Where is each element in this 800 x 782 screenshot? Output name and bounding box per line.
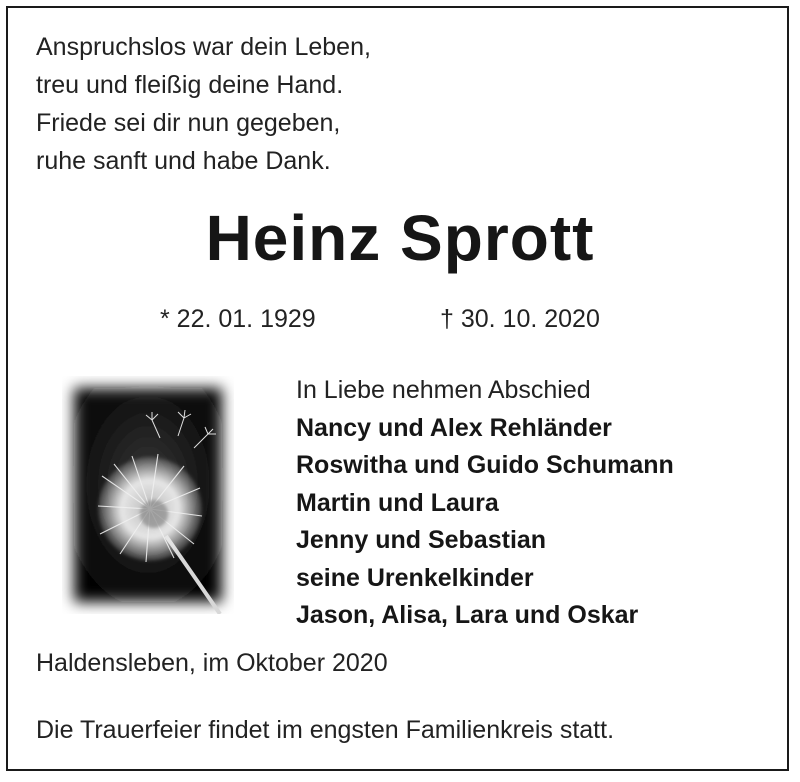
deceased-name: Heinz Sprott (205, 202, 595, 274)
birth-date: * 22. 01. 1929 (160, 305, 316, 333)
poem-line: treu und fleißig deine Hand. (36, 71, 344, 99)
poem-line: ruhe sanft und habe Dank. (36, 147, 331, 175)
family-member: Martin und Laura (296, 488, 499, 517)
funeral-notice: Die Trauerfeier findet im engsten Familienkreis statt. (36, 716, 615, 744)
poem-line: Friede sei dir nun gegeben, (36, 109, 341, 137)
family-member: Jason, Alisa, Lara und Oskar (296, 601, 639, 629)
family-member: Roswitha und Guido Schumann (296, 451, 674, 479)
place-date: Haldensleben, im Oktober 2020 (36, 649, 388, 677)
family-member: Nancy und Alex Rehländer (296, 413, 612, 442)
memorial-poem (36, 28, 371, 180)
family-member: seine Urenkelkinder (296, 563, 534, 592)
poem-line: Anspruchslos war dein Leben, (36, 33, 371, 61)
dandelion-photo (62, 376, 234, 614)
family-member: Jenny und Sebastian (296, 526, 547, 554)
family-list (296, 372, 674, 635)
death-date: † 30. 10. 2020 (440, 305, 600, 333)
farewell-intro: In Liebe nehmen Abschied (296, 376, 591, 404)
